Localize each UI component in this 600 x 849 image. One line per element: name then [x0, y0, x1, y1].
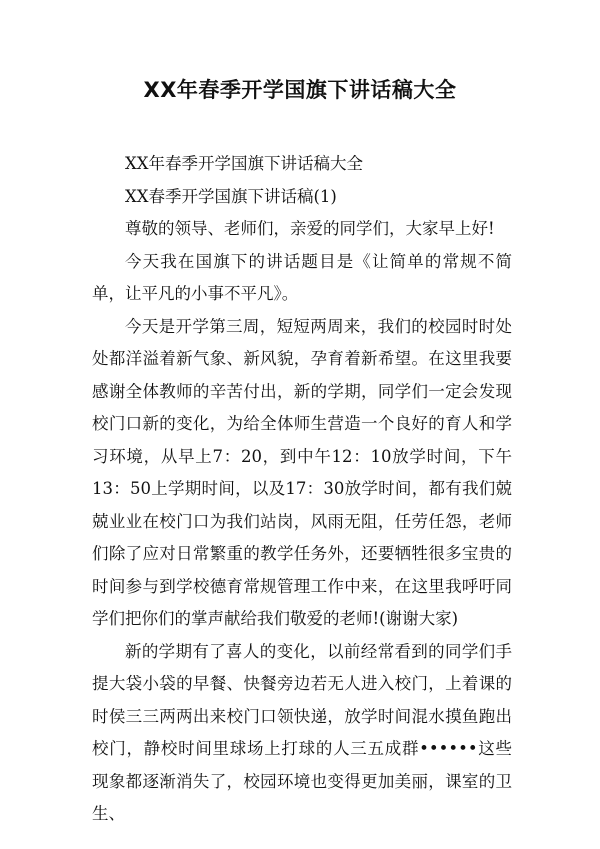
document-body	[92, 148, 512, 831]
paragraph-thanks: 今天是开学第三周，短短两周来，我们的校园时时处处都洋溢着新气象、新风貌，孕育着新希望。在这里我要感谢全体教师的辛苦付出，新的学期，同学们一定会发现校门口新的变化，为给全体师生营造一个良好的育人和学习环境，从早上7：20，到中午12：10放学时间，下午13：50上学期时间，以及17：30放学时间，都有我们兢兢业业在校门口为我们站岗，风雨无阻，任劳任怨，老师们除了应对日常繁重的教学任务外，还要牺牲很多宝贵的时间参与到学校德育常规管理工作中来，在这里我呼吁同学们把你们的掌声献给我们敬爱的老师!(谢谢大家)	[92, 316, 512, 628]
paragraph-topic: 今天我在国旗下的讲话题目是《让简单的常规不简单，让平凡的小事不平凡》。	[92, 251, 512, 303]
document-title: XX年春季开学国旗下讲话稿大全	[143, 78, 457, 102]
paragraph-subheading: XX春季开学国旗下讲话稿(1)	[125, 186, 337, 206]
paragraph-greeting: 尊敬的领导、老师们，亲爱的同学们，大家早上好!	[125, 219, 495, 238]
paragraph-heading: XX年春季开学国旗下讲话稿大全	[125, 154, 363, 173]
paragraph-changes: 新的学期有了喜人的变化，以前经常看到的同学们手提大袋小袋的早餐、快餐旁边若无人进入校门，上着课的时侯三三两两出来校门口领快递，放学时间混水摸鱼跑出校门，静校时间里球场上打球的人三五成群••••••这些现象都逐渐消失了，校园环境也变得更加美丽，课室的卫生、	[92, 641, 512, 823]
